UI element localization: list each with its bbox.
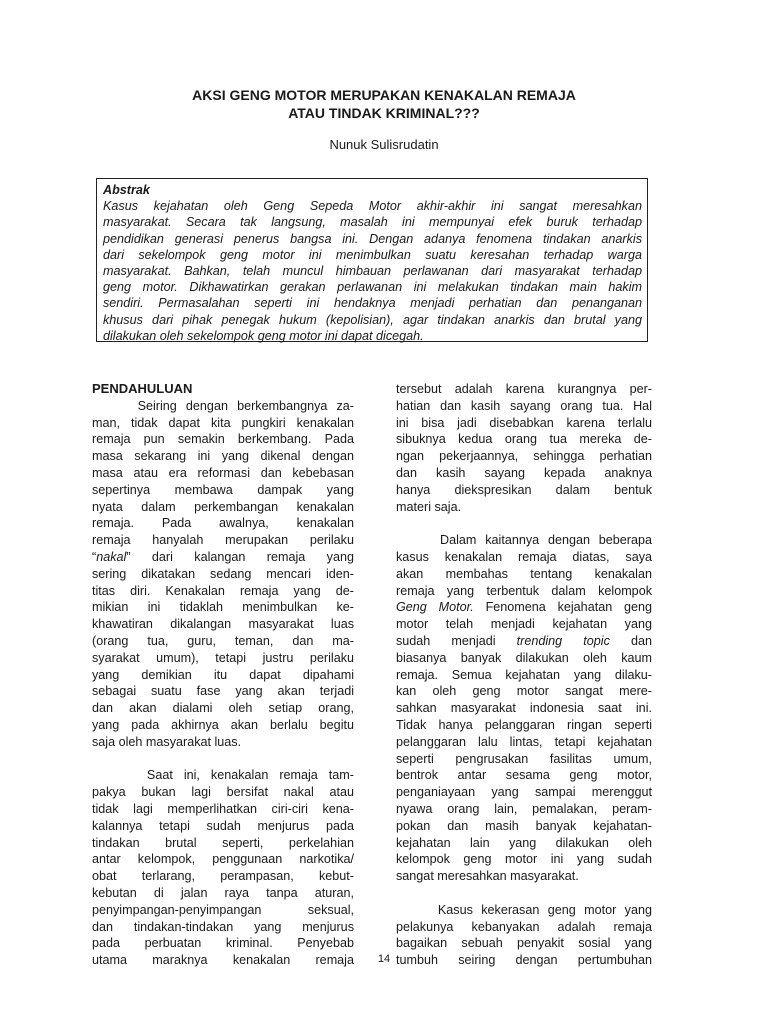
text-line: tindakan brutal seperti, perkelahian	[92, 835, 354, 850]
text-line: sepertinya membawa dampak yang	[92, 482, 354, 497]
abstract-line: sendiri. Permasalahan seperti ini hendaknya menjadi perhatian dan penanganan	[103, 296, 642, 311]
text-line: masa sekarang ini yang dikenal dengan	[92, 449, 354, 464]
text-line: Kasus kekerasan geng motor yang	[396, 902, 652, 917]
text-line: pakya bukan lagi bersifat nakal atau	[92, 785, 354, 800]
text-line: nyata dalam perkembangan kenakalan	[92, 499, 354, 514]
text-line: kelompok geng motor ini yang sudah	[396, 852, 652, 867]
text-line: bentrok antar sesama geng motor,	[396, 768, 652, 783]
text-fragment: sudah menjadi	[396, 633, 517, 648]
text-line: (orang tua, guru, teman, dan ma-	[92, 633, 354, 648]
abstract-line: khusus dari pihak penegak hukum (kepolisian), agar tindakan anarkis dan brutal yang	[103, 312, 642, 327]
text-line: khawatiran dikalangan masyarakat luas	[92, 617, 354, 632]
abstract-line: dilakukan oleh sekelompok geng motor ini dapat dicegah.	[103, 328, 424, 343]
text-line: sibuknya kedua orang tua mereka de-	[396, 432, 652, 447]
text-line: sahkan masyarakat indonesia saat ini.	[396, 701, 652, 716]
text-line: akan membahas tentang kenakalan	[396, 566, 652, 581]
right-paragraph-2	[396, 532, 652, 885]
text-line: kalannya tetapi sudah menjurus pada	[92, 818, 354, 833]
intro-paragraph-1	[92, 398, 354, 751]
abstract-box	[96, 178, 648, 342]
text-fragment: ” dari kalangan remaja yang	[126, 549, 354, 564]
text-line: dan tindakan-tindakan yang menjurus	[92, 919, 354, 934]
text-line: pelakunya kebanyakan adalah remaja	[396, 919, 652, 934]
abstract-line: Kasus kejahatan oleh Geng Sepeda Motor akhir-akhir ini sangat meresahkan	[103, 199, 642, 214]
text-line: masa atau era reformasi dan kebebasan	[92, 465, 354, 480]
text-line: dan akan dialami oleh setiap orang,	[92, 701, 354, 716]
right-paragraph-1	[396, 381, 652, 515]
text-line: hanya diekspresikan dalam bentuk	[396, 482, 652, 497]
text-line: remaja hanyalah merupakan perilaku	[92, 533, 354, 548]
text-line: antar kelompok, penggunaan narkotika/	[92, 852, 354, 867]
text-line: pada perbuatan kriminal. Penyebab	[92, 936, 354, 951]
page-number: 14	[377, 953, 391, 965]
paper-title	[90, 86, 678, 122]
text-line: sering dikatakan sedang mencari iden-	[92, 566, 354, 581]
text-line: ngan pekerjaannya, sehingga perhatian	[396, 449, 652, 464]
text-line: bagaikan sebuah penyakit sosial yang	[396, 936, 652, 951]
italic-term: nakal	[96, 549, 127, 564]
text-line: remaja pun semakin berkembang. Pada	[92, 432, 354, 447]
abstract-line: dari sekelompok geng motor ini menimbulkan suatu keresahan terhadap warga	[103, 247, 642, 262]
text-line: biasanya banyak dilakukan oleh kaum	[396, 650, 652, 665]
text-line: remaja yang terbentuk dalam kelompok	[396, 583, 652, 598]
text-line: seperti pengrusakan fasilitas umum,	[396, 751, 652, 766]
text-line: kejahatan lain yang dilakukan oleh	[396, 835, 652, 850]
text-line: Seiring dengan berkembangnya za-	[92, 398, 354, 413]
text-line: man, tidak dapat kita pungkiri kenakalan	[92, 415, 354, 430]
text-line: utama maraknya kenakalan remaja	[92, 953, 354, 968]
text-line	[92, 549, 354, 566]
title-line-2: ATAU TINDAK KRIMINAL???	[288, 105, 480, 121]
text-line: saja oleh masyarakat luas.	[92, 734, 242, 749]
text-line: obat terlarang, perampasan, kebut-	[92, 869, 354, 884]
abstract-line: pendidikan generasi penerus bangsa ini. Dengan adanya fenomena tindakan anarkis	[103, 231, 642, 246]
intro-paragraph-2	[92, 767, 354, 969]
text-fragment: “	[92, 549, 97, 564]
text-line: pelanggaran lalu lintas, tetapi kejahatan	[396, 734, 652, 749]
text-line: yang demikian itu dapat dipahami	[92, 667, 354, 682]
text-line: yang pada akhirnya akan berlalu begitu	[92, 717, 354, 732]
text-line: pokan dan masih banyak kejahatan-	[396, 818, 652, 833]
section-heading: PENDAHULUAN	[92, 381, 193, 396]
text-line: dan kasih sayang kepada anaknya	[396, 465, 652, 480]
text-line: remaja. Semua kejahatan yang dilaku-	[396, 667, 652, 682]
text-line: sangat meresahkan masyarakat.	[396, 869, 579, 884]
text-line: kebutan di jalan raya tanpa aturan,	[92, 885, 354, 900]
text-fragment: dan	[609, 633, 652, 648]
abstract-body	[103, 198, 642, 344]
text-line: syarakat umum), tetapi justru perilaku	[92, 650, 354, 665]
text-line: tidak lagi memperlihatkan ciri-ciri kena-	[92, 801, 354, 816]
abstract-heading: Abstrak	[103, 183, 150, 197]
left-column	[92, 381, 354, 969]
italic-term: Geng Motor.	[396, 600, 474, 615]
text-line: kan oleh geng motor sangat mere-	[396, 684, 652, 699]
text-line: materi saja.	[396, 499, 462, 514]
text-line	[396, 633, 652, 650]
text-line: Tidak hanya pelanggaran ringan seperti	[396, 717, 652, 732]
text-line: titas diri. Kenakalan remaja yang de-	[92, 583, 354, 598]
abstract-line: masyarakat. Secara tak langsung, masalah ini mempunyai efek buruk terhadap	[103, 215, 642, 230]
italic-term: trending topic	[516, 633, 610, 648]
text-line: mikian ini tidaklah menimbulkan ke-	[92, 600, 354, 615]
text-line: penganiayaan yang sampai merenggut	[396, 785, 652, 800]
text-line: remaja. Pada awalnya, kenakalan	[92, 516, 354, 531]
text-line: tersebut adalah karena kurangnya per-	[396, 382, 652, 396]
text-line: hatian dan kasih sayang orang tua. Hal	[396, 398, 652, 413]
text-line: nyawa orang lain, pemalakan, peram-	[396, 801, 652, 816]
text-line: Saat ini, kenakalan remaja tam-	[92, 768, 354, 783]
text-line	[396, 599, 652, 616]
text-line: sebagai suatu fase yang akan terjadi	[92, 684, 354, 699]
right-column	[396, 381, 652, 969]
text-line: tumbuh seiring dengan pertumbuhan	[396, 953, 652, 968]
title-line-1: AKSI GENG MOTOR MERUPAKAN KENAKALAN REMAJA	[192, 87, 576, 103]
abstract-line: masyarakat. Bahkan, telah muncul himbauan perlawanan dari masyarakat terhadap	[103, 264, 642, 279]
author-name: Nunuk Sulisrudatin	[329, 137, 439, 152]
text-line: motor telah menjadi kejahatan yang	[396, 617, 652, 632]
text-line: kasus kenakalan remaja diatas, saya	[396, 549, 652, 564]
abstract-line: geng motor. Dikhawatirkan gerakan perlawanan ini melakukan tindakan main hakim	[103, 280, 642, 295]
text-line: penyimpangan-penyimpangan seksual,	[92, 902, 354, 917]
text-fragment: Fenomena kejahatan geng	[473, 600, 652, 615]
text-line: Dalam kaitannya dengan beberapa	[396, 533, 652, 548]
text-line: ini bisa jadi disebabkan karena terlalu	[396, 415, 652, 430]
